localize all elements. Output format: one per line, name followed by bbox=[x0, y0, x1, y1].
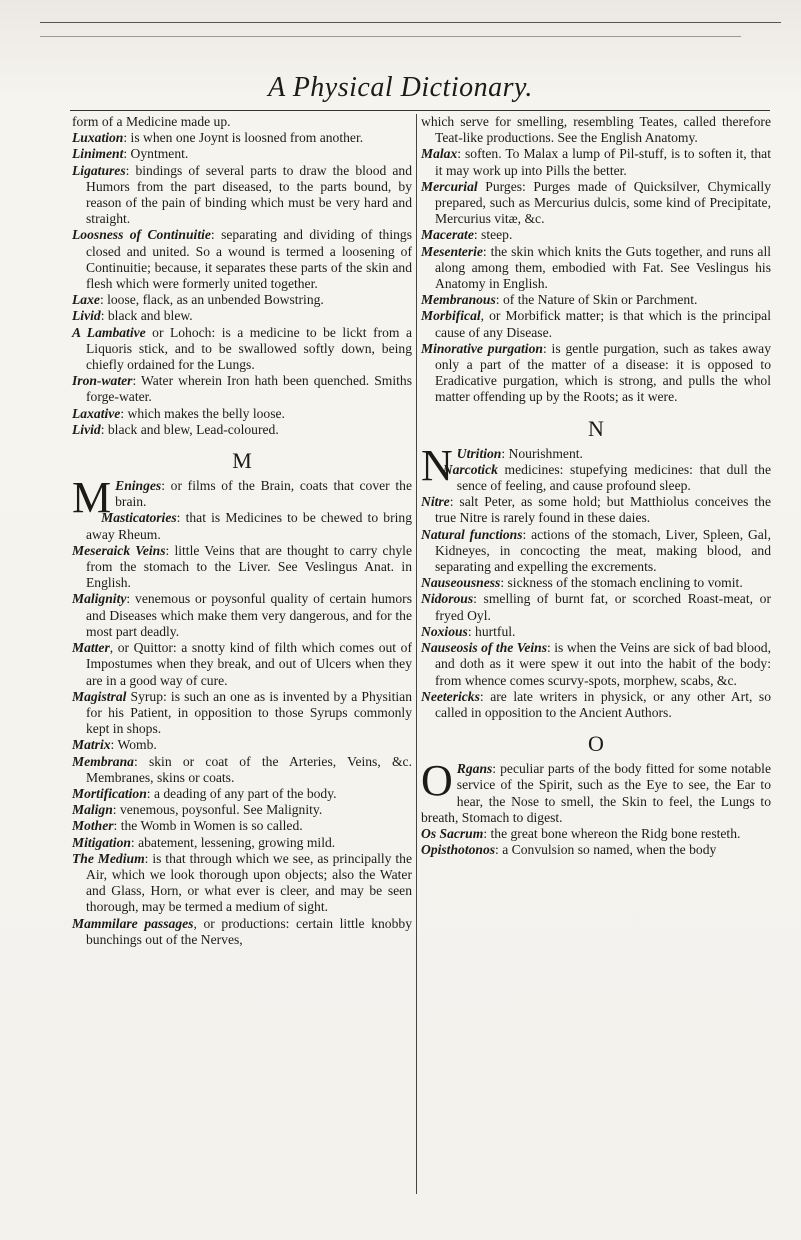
entry-definition: : sickness of the stomach enclining to vomit. bbox=[500, 575, 743, 591]
entry-definition: : little Veins that are thought to carry chyle from the stomach to the Liver. See Veslingus Anat. in English. bbox=[86, 542, 412, 591]
entry-term: Luxation bbox=[72, 130, 124, 146]
dictionary-entry bbox=[72, 786, 412, 802]
entry-definition: : loose, flack, as an unbended Bowstring. bbox=[99, 292, 324, 308]
entry-definition: : the skin which knits the Guts together, and runs all along among them, embodied with Fat. See Veslingus his Anatomy in English. bbox=[435, 243, 771, 292]
drop-cap-n: N bbox=[421, 440, 453, 490]
left-column bbox=[72, 114, 412, 948]
dictionary-entry bbox=[72, 818, 412, 834]
section-letter-n: N bbox=[588, 415, 604, 441]
entry-definition: , or Morbifick matter; is that which is the principal cause of any Disease. bbox=[435, 308, 771, 340]
dictionary-entry bbox=[421, 292, 771, 308]
page-title: A Physical Dictionary. bbox=[268, 72, 533, 103]
dictionary-entry bbox=[421, 114, 771, 146]
entry-term: Mitigation bbox=[72, 834, 131, 850]
dictionary-entry bbox=[72, 543, 412, 592]
dictionary-entry bbox=[421, 244, 771, 293]
dictionary-entry bbox=[72, 146, 412, 162]
entry-term: Os Sacrum bbox=[421, 825, 484, 841]
dictionary-entry bbox=[72, 835, 412, 851]
entry-term: Magistral bbox=[72, 688, 127, 704]
dictionary-entry bbox=[72, 422, 412, 438]
entry-term: Laxe bbox=[72, 292, 100, 308]
entry-definition: : hurtful. bbox=[467, 623, 516, 639]
entry-term: Malign bbox=[72, 802, 113, 818]
dictionary-entry bbox=[72, 591, 412, 640]
dictionary-entry bbox=[421, 527, 771, 576]
entry-term: Matrix bbox=[72, 737, 111, 753]
entry-term: Mother bbox=[72, 818, 114, 834]
entry-term: Masticatories bbox=[101, 510, 177, 526]
dictionary-entry bbox=[421, 308, 771, 340]
entry-term: Nidorous bbox=[421, 591, 474, 607]
header-rule bbox=[70, 110, 770, 111]
right-column bbox=[421, 114, 771, 858]
dictionary-entry bbox=[72, 510, 412, 542]
dictionary-entry bbox=[72, 754, 412, 786]
dictionary-entry bbox=[421, 462, 771, 494]
entry-definition: : a deading of any part of the body. bbox=[146, 785, 337, 801]
entry-definition: medicines: stupefying medicines: that dull the sence of feeling, and cause profound sleep. bbox=[456, 461, 771, 494]
entry-definition: : bindings of several parts to draw the blood and Humors from the part diseased, to the parts bound, by reason of the pain of binding which must be very hard and straight. bbox=[86, 162, 412, 227]
drop-cap-m: M bbox=[72, 473, 112, 523]
entry-definition: : which makes the belly loose. bbox=[120, 405, 285, 421]
entry-definition: : peculiar parts of the body fitted for some notable service of the Spirit, such as the Eye to see, the Ear to hear, the Nose to smell, the Skin to feel, the Lungs to breath, Stomach to digest. bbox=[421, 761, 771, 825]
entry-definition: : separating and dividing of things closed and united. So a wound is termed a loosening of Continuitie; because, it separates these parts of the skin and flesh which were formerly united together. bbox=[86, 227, 412, 292]
entry-term: Mammilare passages bbox=[72, 915, 194, 931]
entry-term: Matter bbox=[72, 640, 110, 656]
entry-definition: : venemous or poysonful quality of certain humors and Diseases which make them very dangerous, and for the most part deadly. bbox=[86, 591, 412, 639]
entry-definition: Syrup: is such an one as is invented by a Physitian for his Patient, in opposition to those Syrups commonly kept in shops. bbox=[86, 688, 412, 737]
entry-term: Liniment bbox=[72, 146, 124, 162]
entry-definition: : soften. To Malax a lump of Pil-stuff, is to soften it, that it may work up into Pills the better. bbox=[435, 146, 771, 178]
entry-definition: : that is Medicines to be chewed to bring away Rheum. bbox=[86, 510, 412, 542]
entry-definition: which serve for smelling, resembling Teates, called therefore Teat-like productions. See the English Anatomy. bbox=[421, 114, 771, 146]
entry-term: Morbifical bbox=[421, 308, 481, 324]
entry-definition: : is when one Joynt is loosned from another. bbox=[123, 130, 364, 146]
entry-term: Nauseousness bbox=[421, 575, 501, 591]
entry-term: The Medium bbox=[72, 850, 145, 866]
entry-definition: : the great bone whereon the Ridg bone resteth. bbox=[483, 825, 741, 841]
dictionary-entry bbox=[421, 494, 771, 526]
entry-definition: or Lohoch: is a medicine to be lickt from a Liquoris stick, and to be swallowed softly down, being chiefly ordained for the Lungs. bbox=[86, 324, 412, 373]
entry-organs bbox=[421, 756, 771, 826]
entry-definition: : Nourishment. bbox=[501, 445, 583, 461]
dictionary-entry bbox=[72, 114, 412, 130]
entry-definition: : black and blew. bbox=[100, 308, 193, 324]
entry-term: Nauseosis of the Veins bbox=[421, 640, 548, 656]
entry-definition: : venemous, poysonful. See Malignity. bbox=[112, 802, 323, 818]
entry-definition: : a Convulsion so named, when the body bbox=[495, 842, 717, 858]
entry-term: Nitre bbox=[421, 494, 450, 510]
top-rule bbox=[40, 22, 781, 23]
dictionary-entry bbox=[421, 146, 771, 178]
dictionary-entry bbox=[421, 575, 771, 591]
dictionary-entry bbox=[421, 227, 771, 243]
entry-definition: , or Quittor: a snotty kind of filth which comes out of Impostumes when they break, and out of Ulcers when they are in a good way of cure. bbox=[86, 640, 412, 688]
entry-term: Neetericks bbox=[421, 688, 480, 704]
dictionary-entry bbox=[72, 163, 412, 228]
entry-term: Ligatures bbox=[72, 162, 126, 178]
entry-definition: form of a Medicine made up. bbox=[72, 114, 231, 129]
entry-definition: : actions of the stomach, Liver, Spleen, Gal, Kidneyes, in concocting the meat, making blood, and separating and expelling the excrements. bbox=[435, 526, 771, 575]
entry-term: A Lambative bbox=[72, 324, 146, 340]
dictionary-entry bbox=[72, 689, 412, 738]
entry-definition: : Womb. bbox=[110, 737, 157, 753]
entry-term: Opisthotonos bbox=[421, 842, 496, 858]
right-entries-n bbox=[421, 462, 771, 721]
dictionary-entry bbox=[72, 406, 412, 422]
entry-term: Minorative purgation bbox=[421, 340, 543, 356]
entry-term: Natural functions bbox=[421, 526, 523, 542]
dictionary-entry bbox=[72, 802, 412, 818]
entry-term: Mesenterie bbox=[421, 243, 483, 259]
entry-term: Loosness of Continuitie bbox=[72, 227, 211, 243]
entry-term: Mortification bbox=[72, 785, 147, 801]
dictionary-entry bbox=[421, 591, 771, 623]
dictionary-entry bbox=[421, 624, 771, 640]
entry-term: Livid bbox=[72, 308, 101, 324]
entry-term: Eninges bbox=[115, 478, 162, 494]
entry-definition: : steep. bbox=[473, 227, 513, 243]
entry-definition: : is gentle purgation, such as takes away only a part of the matter of a disease: it is opposed to Eradicative purgation, which is strong, and pulls the whol matter offending up by the Roots; as it were. bbox=[435, 340, 772, 405]
entry-definition: : skin or coat of the Arteries, Veins, &c. Membranes, skins or coats. bbox=[86, 753, 412, 785]
dictionary-entry bbox=[421, 640, 771, 689]
entry-definition: : is that through which we see, as principally the Air, which we look thorough upon objects; also the Water and Glass, Horn, or what ever is cleer, and may be seen thorough, may be termed a medium of sight. bbox=[86, 850, 413, 915]
entry-definition: : is when the Veins are sick of bad blood, and doth as it were spew it out into the habit of the body: from whence comes scurvy-spots, morphew, scabs, &c. bbox=[435, 640, 772, 688]
entry-term: Livid bbox=[72, 421, 101, 437]
entry-term: Malax bbox=[421, 146, 458, 162]
entry-term: Iron-water bbox=[72, 373, 133, 389]
dictionary-entry bbox=[421, 826, 771, 842]
entry-term: Malignity bbox=[72, 591, 127, 607]
entry-definition: : Water wherein Iron hath been quenched. Smiths forge-water. bbox=[86, 373, 412, 405]
entry-term: Narcotick bbox=[442, 461, 498, 477]
dictionary-entry bbox=[72, 373, 412, 405]
dictionary-entry bbox=[72, 308, 412, 324]
entry-term: Mercurial bbox=[421, 178, 478, 194]
dictionary-entry bbox=[421, 689, 771, 721]
entry-definition: : are late writers in physick, or any other Art, so called in opposition to the Ancient Authors. bbox=[435, 688, 771, 720]
dictionary-entry bbox=[72, 325, 412, 374]
dictionary-entry bbox=[72, 851, 412, 916]
right-entries-o bbox=[421, 826, 771, 858]
entry-definition: : or films of the Brain, coats that cover the brain. bbox=[115, 478, 412, 510]
entry-term: Noxious bbox=[421, 623, 468, 639]
dictionary-entry bbox=[421, 842, 771, 858]
entry-term: Macerate bbox=[421, 227, 474, 243]
entry-definition: : of the Nature of Skin or Parchment. bbox=[495, 292, 698, 308]
entry-term: Utrition bbox=[456, 445, 502, 461]
left-entries-m bbox=[72, 510, 412, 947]
dictionary-entry bbox=[72, 292, 412, 308]
entry-definition: : smelling of burnt fat, or scorched Roast-meat, or fryed Oyl. bbox=[435, 591, 771, 623]
dictionary-entry bbox=[72, 640, 412, 689]
entry-definition: , or productions: certain little knobby bunchings out of the Nerves, bbox=[86, 915, 412, 947]
right-entries-before bbox=[421, 114, 771, 406]
entry-term: Membranous bbox=[421, 292, 496, 308]
entry-term: Laxative bbox=[72, 405, 121, 421]
entry-term: Meseraick Veins bbox=[72, 542, 166, 558]
entry-definition: : the Womb in Women is so called. bbox=[113, 818, 303, 834]
column-divider bbox=[416, 114, 417, 1194]
entry-term: Rgans bbox=[456, 761, 493, 777]
dictionary-entry bbox=[72, 916, 412, 948]
dictionary-entry bbox=[72, 130, 412, 146]
dictionary-entry bbox=[72, 737, 412, 753]
top-rule-secondary bbox=[40, 36, 741, 37]
section-letter-o: O bbox=[588, 731, 604, 757]
entry-definition: : black and blew, Lead-coloured. bbox=[100, 421, 279, 437]
section-letter-m: M bbox=[232, 448, 252, 474]
entry-definition: : salt Peter, as some hold; but Matthiolus conceives the true Nitre is rarely found in these daies. bbox=[435, 494, 771, 526]
drop-cap-o: O bbox=[421, 756, 453, 806]
entry-definition: : abatement, lessening, growing mild. bbox=[130, 834, 336, 850]
left-entries-before bbox=[72, 114, 412, 438]
entry-definition: : Oyntment. bbox=[123, 146, 189, 162]
dictionary-entry bbox=[421, 179, 771, 228]
entry-definition: Purges: Purges made of Quicksilver, Chymically prepared, such as Mercurius dulcis, some kind of Precipitate, Mercurius vitæ, &c. bbox=[435, 178, 771, 227]
dictionary-entry bbox=[421, 341, 771, 406]
dictionary-entry bbox=[72, 227, 412, 292]
entry-term: Membrana bbox=[72, 753, 134, 769]
